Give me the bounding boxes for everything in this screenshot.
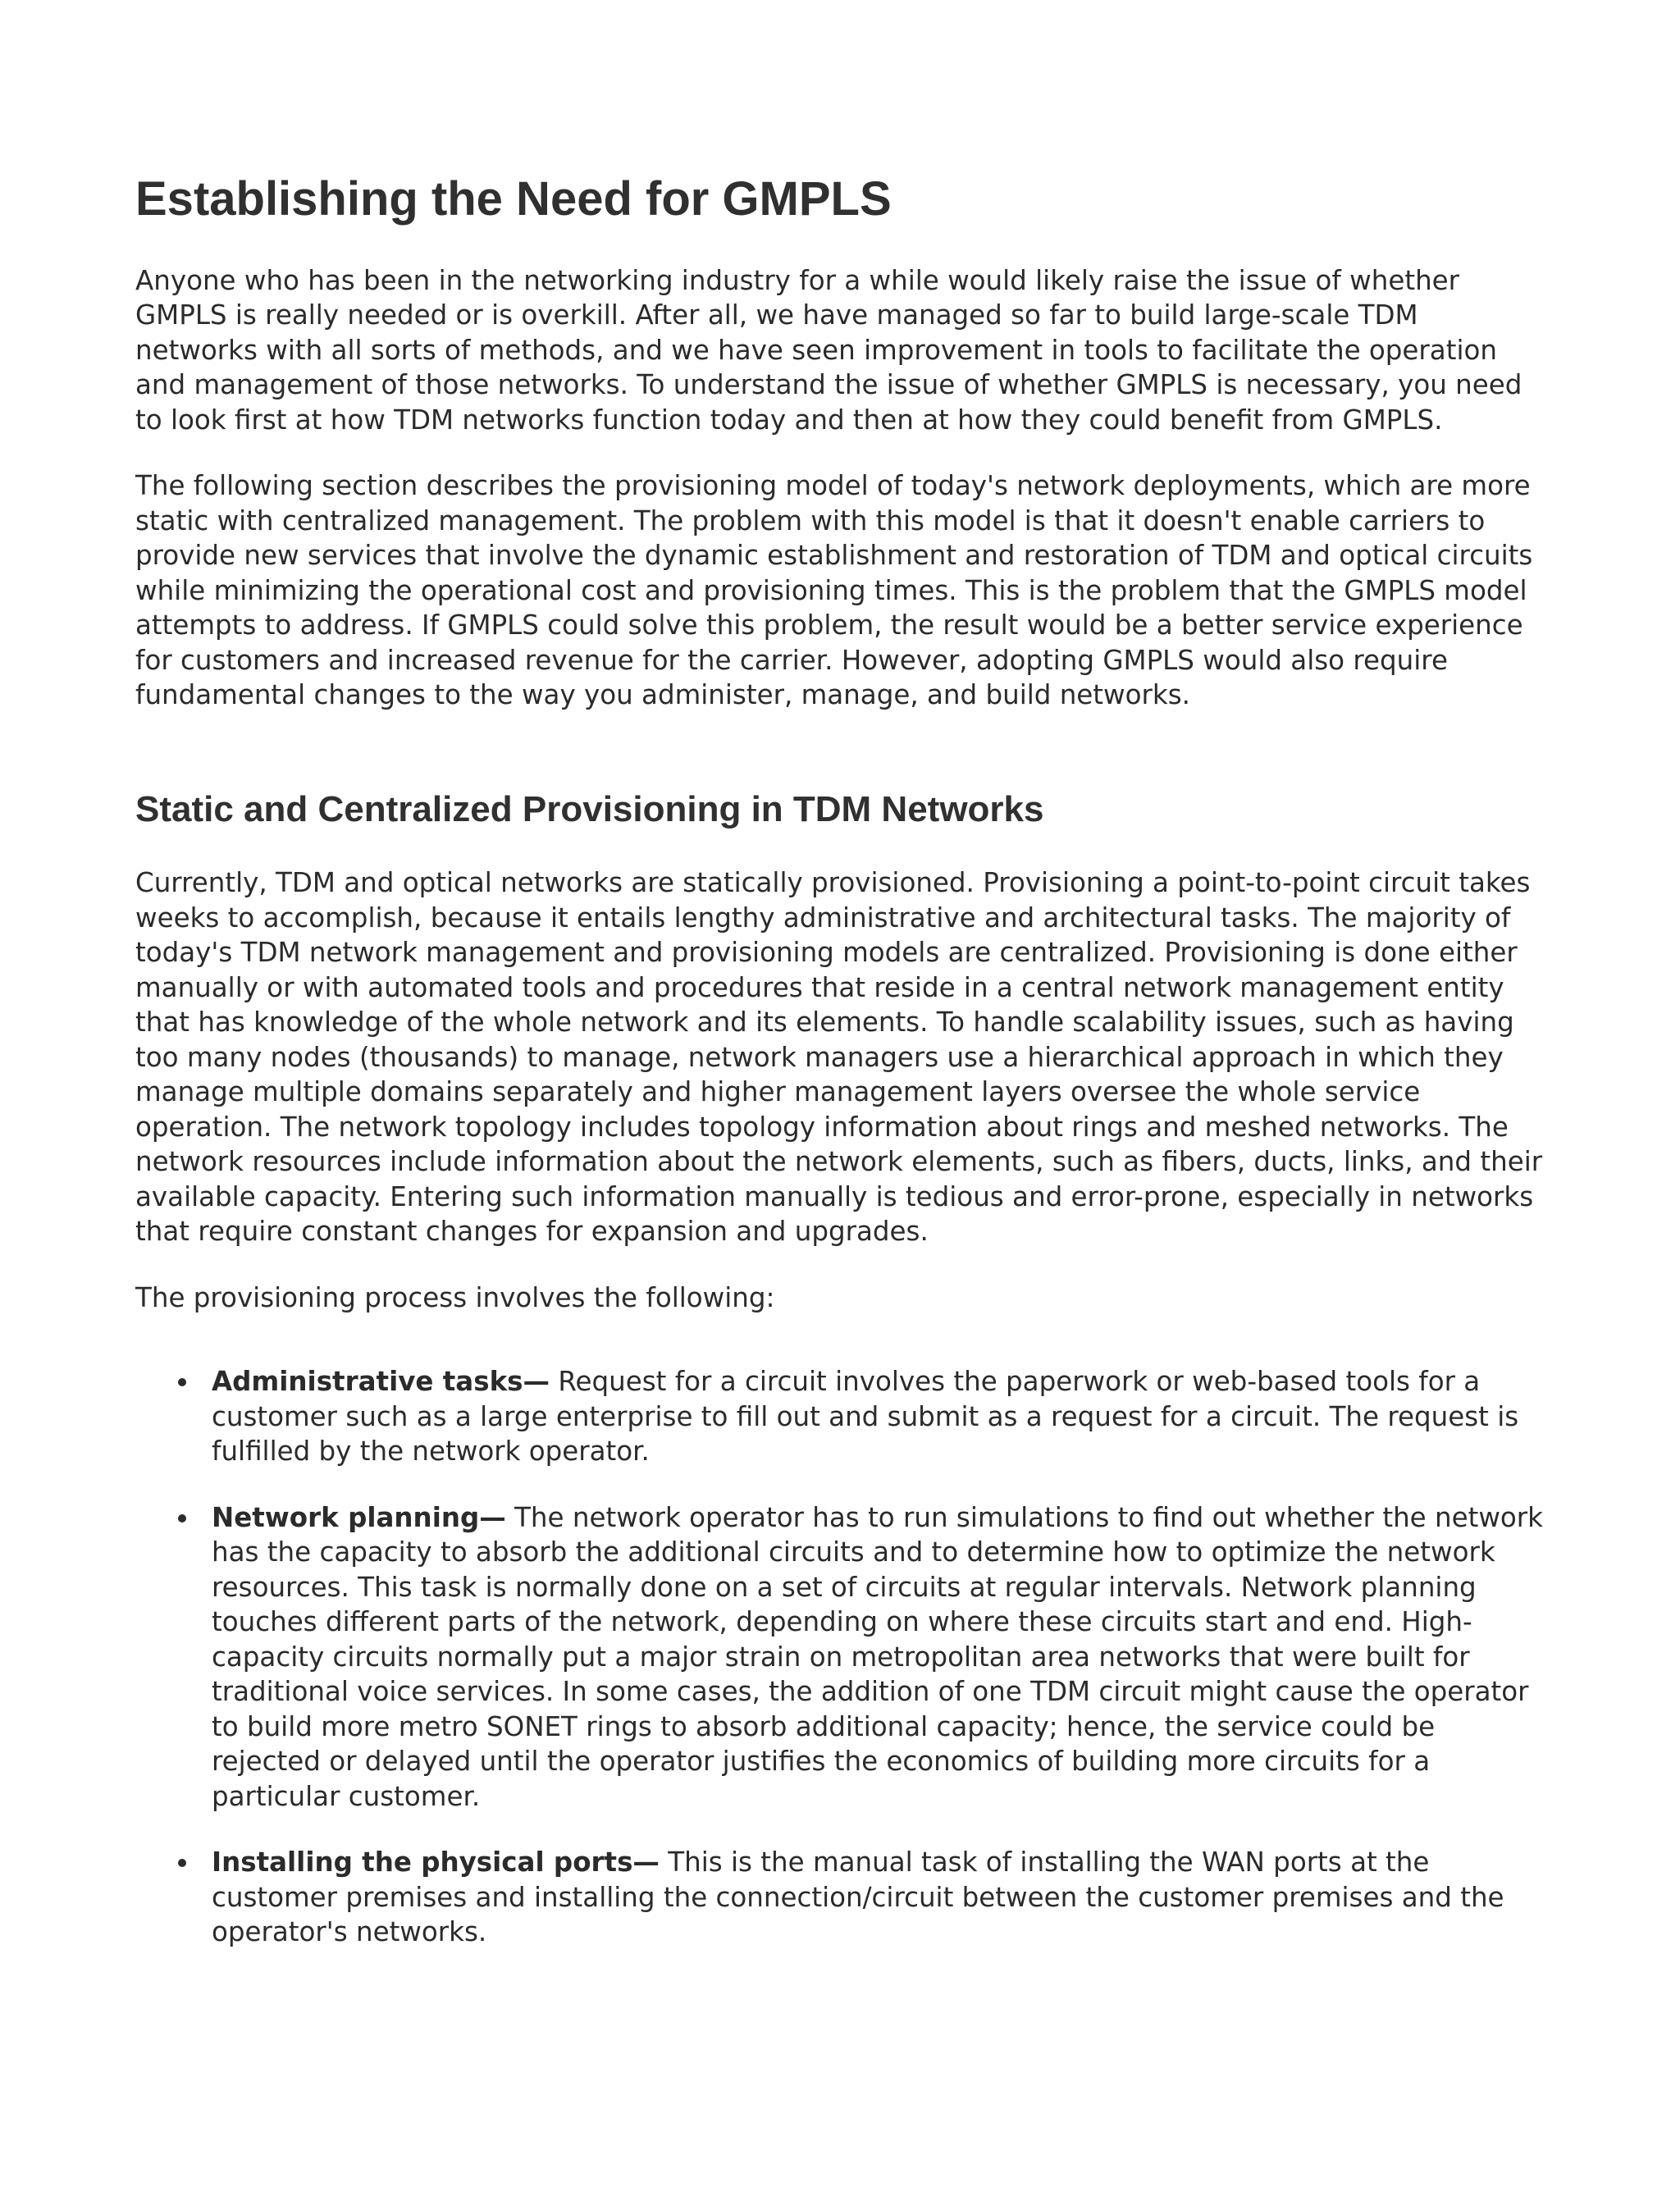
list-item	[135, 1845, 1546, 1950]
section-paragraph-2: The provisioning process involves the following:	[135, 1281, 775, 1313]
section-paragraph-1: Currently, TDM and optical networks are statically provisioned. Provisioning a point-to-point circuit takes weeks to accomplish, because it entails lengthy administrative and architectural tasks. The majority of today's TDM network management and provisioning models are centralized. Provisioning is done either manually or with automated tools and procedures that reside in a central network management entity that has knowledge of the whole network and its elements. To handle scalability issues, such as having too many nodes (thousands) to manage, network managers use a hierarchical approach in which they manage multiple domains separately and higher management layers oversee the whole service operation. The network topology includes topology information about rings and meshed networks. The network resources include information about the network elements, such as fibers, ducts, links, and their available capacity. Entering such information manually is tedious and error-prone, especially in networks that require constant changes for expansion and upgrades.	[135, 867, 1543, 1248]
bullet-icon	[178, 1378, 186, 1386]
list-item-text: Request for a circuit involves the paperwork or web-based tools for a customer such as a large enterprise to fill out and submit as a request for a circuit. The request is fulfilled by the network operator.	[212, 1366, 1519, 1468]
intro-paragraph-2: The following section describes the provisioning model of today's network deployments, which are more static with centralized management. The problem with this model is that it doesn't enable carriers to provide new services that involve the dynamic establishment and restoration of TDM and optical circuits while minimizing the operational cost and provisioning times. This is the problem that the GMPLS model attempts to address. If GMPLS could solve this problem, the result would be a better service experience for customers and increased revenue for the carrier. However, adopting GMPLS would also require fundamental changes to the way you administer, manage, and build networks.	[135, 470, 1533, 711]
intro-paragraph-1: Anyone who has been in the networking industry for a while would likely raise the issue of whether GMPLS is really needed or is overkill. After all, we have managed so far to build large-scale TDM networks with all sorts of methods, and we have seen improvement in tools to facilitate the operation and management of those networks. To understand the issue of whether GMPLS is necessary, you need to look first at how TDM networks function today and then at how they could benefit from GMPLS.	[135, 264, 1522, 436]
list-item-term: Administrative tasks—	[212, 1366, 550, 1398]
section-heading: Static and Centralized Provisioning in TDM Networks	[135, 788, 1044, 829]
bullet-icon	[178, 1514, 186, 1522]
list-item-text: This is the manual task of installing the WAN ports at the customer premises and installing the connection/circuit between the customer premises and the operator's networks.	[212, 1847, 1504, 1948]
list-item-text: The network operator has to run simulations to find out whether the network has the capacity to absorb the additional circuits and to determine how to optimize the network resources. This task is normally done on a set of circuits at regular intervals. Network planning touches different parts of the network, depending on where these circuits start and end. High-capacity circuits normally put a major strain on metropolitan area networks that were built for traditional voice services. In some cases, the addition of one TDM circuit might cause the operator to build more metro SONET rings to absorb additional capacity; hence, the service could be rejected or delayed until the operator justifies the economics of building more circuits for a particular customer.	[212, 1501, 1543, 1812]
list-item	[135, 1364, 1546, 1469]
document-page	[135, 172, 1546, 1981]
list-item-term: Network planning—	[212, 1501, 506, 1533]
bullet-icon	[178, 1859, 186, 1867]
list-item	[135, 1500, 1546, 1815]
page-title: Establishing the Need for GMPLS	[135, 172, 892, 226]
provisioning-list	[135, 1364, 1546, 1950]
list-item-term: Installing the physical ports—	[212, 1847, 660, 1879]
